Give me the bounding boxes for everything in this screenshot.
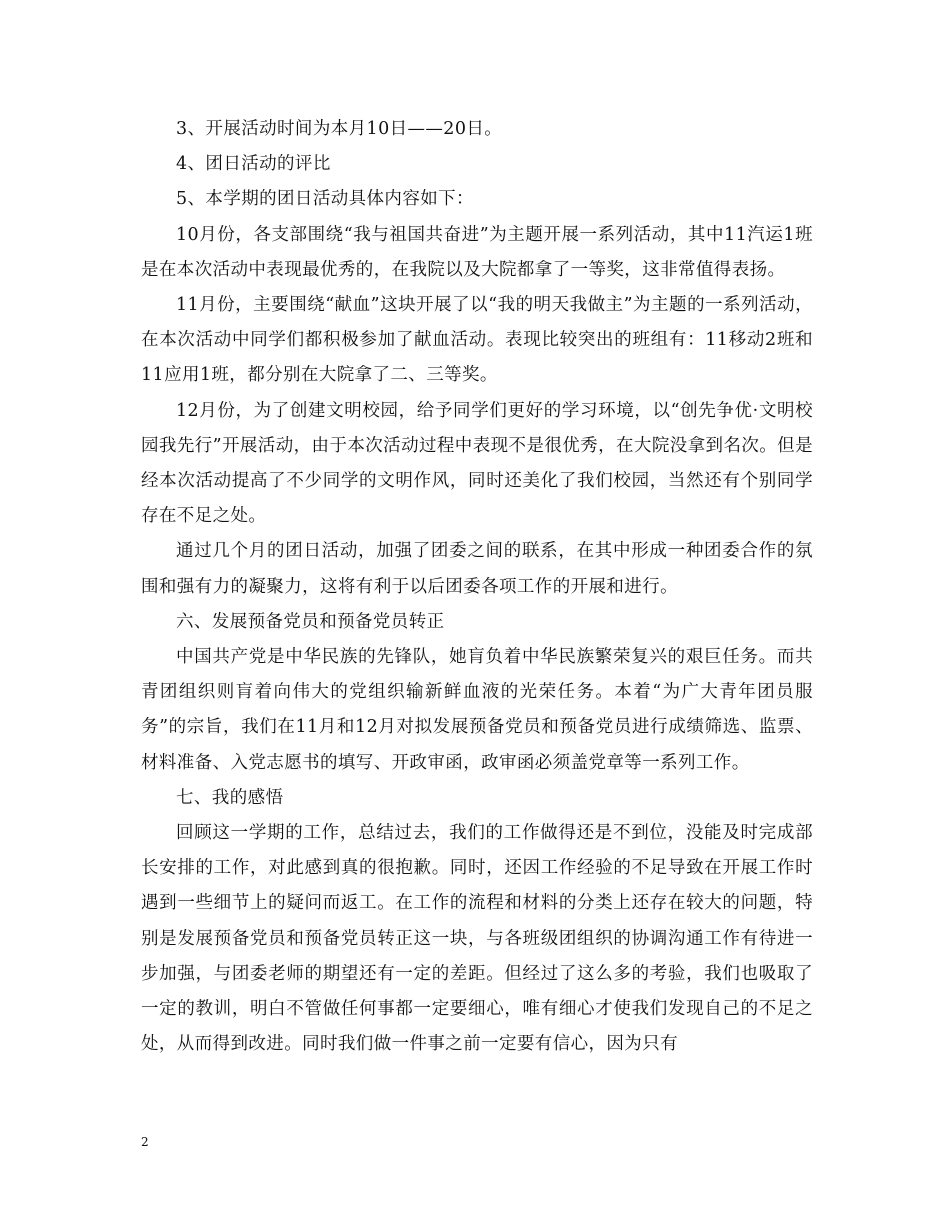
paragraph-summary: 通过几个月的团日活动，加强了团委之间的联系，在其中形成一种团委合作的氛围和强有力的凝聚力，这将有利于以后团委各项工作的开展和进行。	[141, 541, 813, 597]
paragraph-party-development: 中国共产党是中华民族的先锋队，她肓负着中华民族繁荣复兴的艰巨任务。而共青团组织则肓着向伟大的党组织输新鲜血液的光荣任务。本着“为广大青年团员服务”的宗旨，我们在11月和12月对拟发展预备党员和预备党员进行成绩筛选、监票、材料准备、入党志愿书的填写、开政审函，政审函必须盖党章等一系列工作。	[141, 647, 813, 773]
document-body	[141, 112, 813, 1062]
paragraph-reflection: 回顾这一学期的工作，总结过去，我们的工作做得还是不到位，没能及时完成部长安排的工作，对此感到真的很抱歉。同时，还因工作经验的不足导致在开展工作时遇到一些细节上的疑问而返工。在工作的流程和材料的分类上还存在较大的问题，特别是发展预备党员和预备党员转正这一块，与各班级团组织的协调沟通工作有待进一步加强，与团委老师的期望还有一定的差距。但经过了这么多的考验，我们也吸取了一定的教训，明白不管做任何事都一定要细心，唯有细心才使我们发现自己的不足之处，从而得到改进。同时我们做一件事之前一定要有信心，因为只有	[141, 823, 813, 1055]
paragraph-november: 11月份，主要围绕“献血”这块开展了以“我的明天我做主”为主题的一系列活动，在本次活动中同学们都积极参加了献血活动。表现比较突出的班组有：11移动2班和11应用1班，都分别在大院拿了二、三等奖。	[141, 295, 813, 386]
paragraph-october: 10月份，各支部围绕“我与祖国共奋进”为主题开展一系列活动，其中11汽运1班是在本次活动中表现最优秀的，在我院以及大院都拿了一等奖，这非常值得表扬。	[141, 224, 813, 280]
paragraph-item-5: 5、本学期的团日活动具体内容如下：	[176, 189, 474, 210]
section-heading-6: 六、发展预备党员和预备党员转正	[176, 611, 445, 632]
paragraph-item-4: 4、团日活动的评比	[176, 154, 331, 175]
page-number: 2	[141, 1135, 149, 1149]
paragraph-item-3: 3、开展活动时间为本月10日——20日。	[176, 119, 503, 139]
paragraph-december: 12月份，为了创建文明校园，给予同学们更好的学习环境，以“创先争优·文明校园我先行”开展活动，由于本次活动过程中表现不是很优秀，在大院没拿到名次。但是经本次活动提高了不少同学的文明作风，同时还美化了我们校园，当然还有个别同学存在不足之处。	[141, 400, 813, 527]
section-heading-7: 七、我的感悟	[176, 787, 284, 808]
